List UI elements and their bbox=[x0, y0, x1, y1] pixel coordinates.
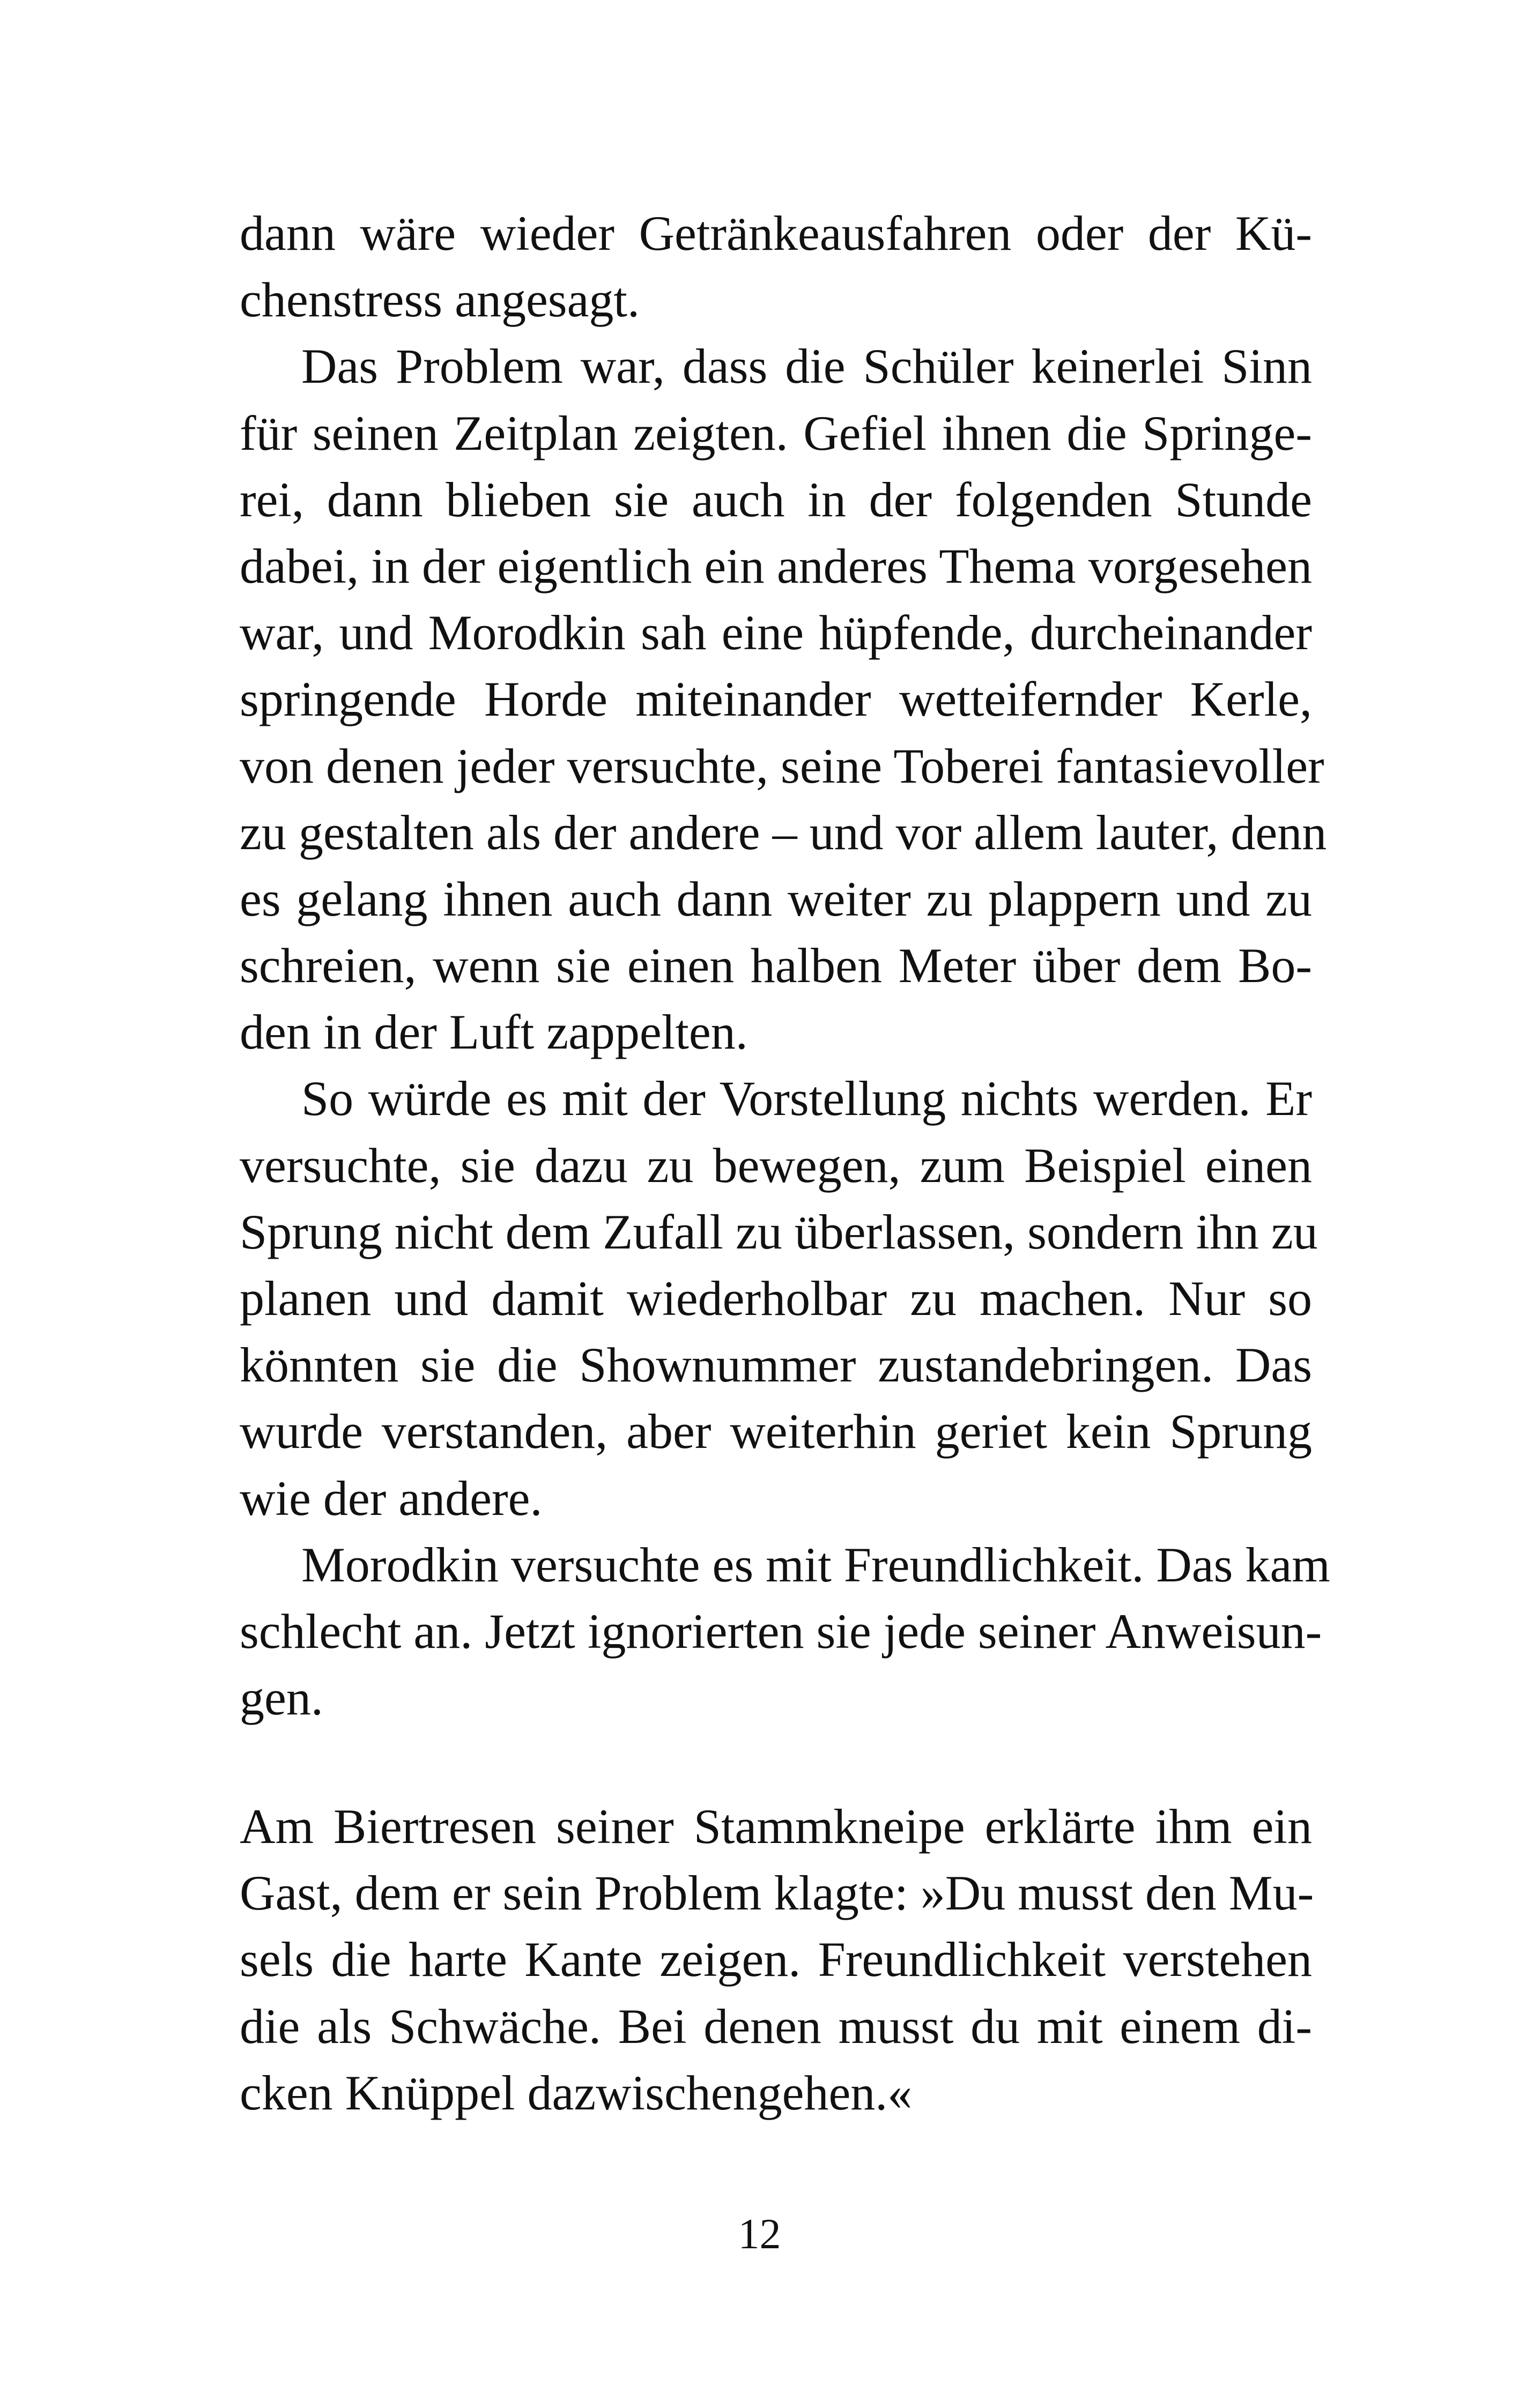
text-line: Gast, dem er sein Problem klagte: »Du musst den Mu- bbox=[240, 1866, 1314, 1921]
text-line: gen. bbox=[240, 1670, 323, 1726]
paragraph bbox=[240, 333, 1327, 1065]
paragraph bbox=[240, 200, 1312, 333]
text-line: planen und damit wiederholbar zu machen. Nur so bbox=[240, 1271, 1312, 1326]
paragraph bbox=[240, 1793, 1312, 2126]
paragraph bbox=[240, 1065, 1318, 1531]
text-line: chenstress angesagt. bbox=[240, 272, 640, 328]
text-line: dabei, in der eigentlich ein anderes Thema vorgesehen bbox=[240, 538, 1312, 593]
text-line: Am Biertresen seiner Stammkneipe erklärte ihm ein bbox=[240, 1799, 1312, 1854]
text-line: versuchte, sie dazu zu bewegen, zum Beispiel einen bbox=[240, 1138, 1312, 1193]
text-line: dann wäre wieder Getränkeausfahren oder der Kü- bbox=[240, 206, 1312, 261]
paragraph bbox=[240, 1532, 1330, 1731]
text-line: könnten sie die Shownummer zustandebringen. Das bbox=[240, 1337, 1312, 1393]
text-line: Morodkin versuchte es mit Freundlichkeit. Das kam bbox=[301, 1537, 1330, 1592]
text-line: es gelang ihnen auch dann weiter zu plappern und zu bbox=[240, 871, 1312, 926]
text-line: springende Horde miteinander wetteifernder Kerle, bbox=[240, 672, 1312, 727]
text-line: Das Problem war, dass die Schüler keinerlei Sinn bbox=[301, 339, 1312, 394]
text-line: von denen jeder versuchte, seine Toberei fantasievoller bbox=[240, 738, 1324, 793]
text-line: cken Knüppel dazwischengehen.« bbox=[240, 2065, 913, 2120]
text-line: zu gestalten als der andere – und vor allem lauter, denn bbox=[240, 805, 1327, 860]
text-line: schlecht an. Jetzt ignorierten sie jede seiner Anweisun- bbox=[240, 1603, 1322, 1659]
text-line: war, und Morodkin sah eine hüpfende, durcheinander bbox=[240, 605, 1312, 660]
text-line: sels die harte Kante zeigen. Freundlichkeit verstehen bbox=[240, 1932, 1312, 1987]
text-line: wurde verstanden, aber weiterhin geriet kein Sprung bbox=[240, 1404, 1312, 1459]
section-after-break bbox=[240, 1793, 1312, 2126]
page-number: 12 bbox=[738, 2211, 781, 2258]
text-line: rei, dann blieben sie auch in der folgenden Stunde bbox=[240, 472, 1312, 527]
text-line: die als Schwäche. Bei denen musst du mit einem di- bbox=[240, 1998, 1312, 2054]
text-line: Sprung nicht dem Zufall zu überlassen, sondern ihn zu bbox=[240, 1204, 1318, 1259]
text-line: den in der Luft zappelten. bbox=[240, 1005, 748, 1060]
text-line: wie der andere. bbox=[240, 1470, 543, 1526]
text-line: So würde es mit der Vorstellung nichts werden. Er bbox=[301, 1071, 1312, 1126]
main-text-section bbox=[240, 200, 1330, 1731]
text-line: schreien, wenn sie einen halben Meter über dem Bo- bbox=[240, 938, 1312, 993]
text-line: für seinen Zeitplan zeigten. Gefiel ihnen die Springe- bbox=[240, 405, 1312, 460]
